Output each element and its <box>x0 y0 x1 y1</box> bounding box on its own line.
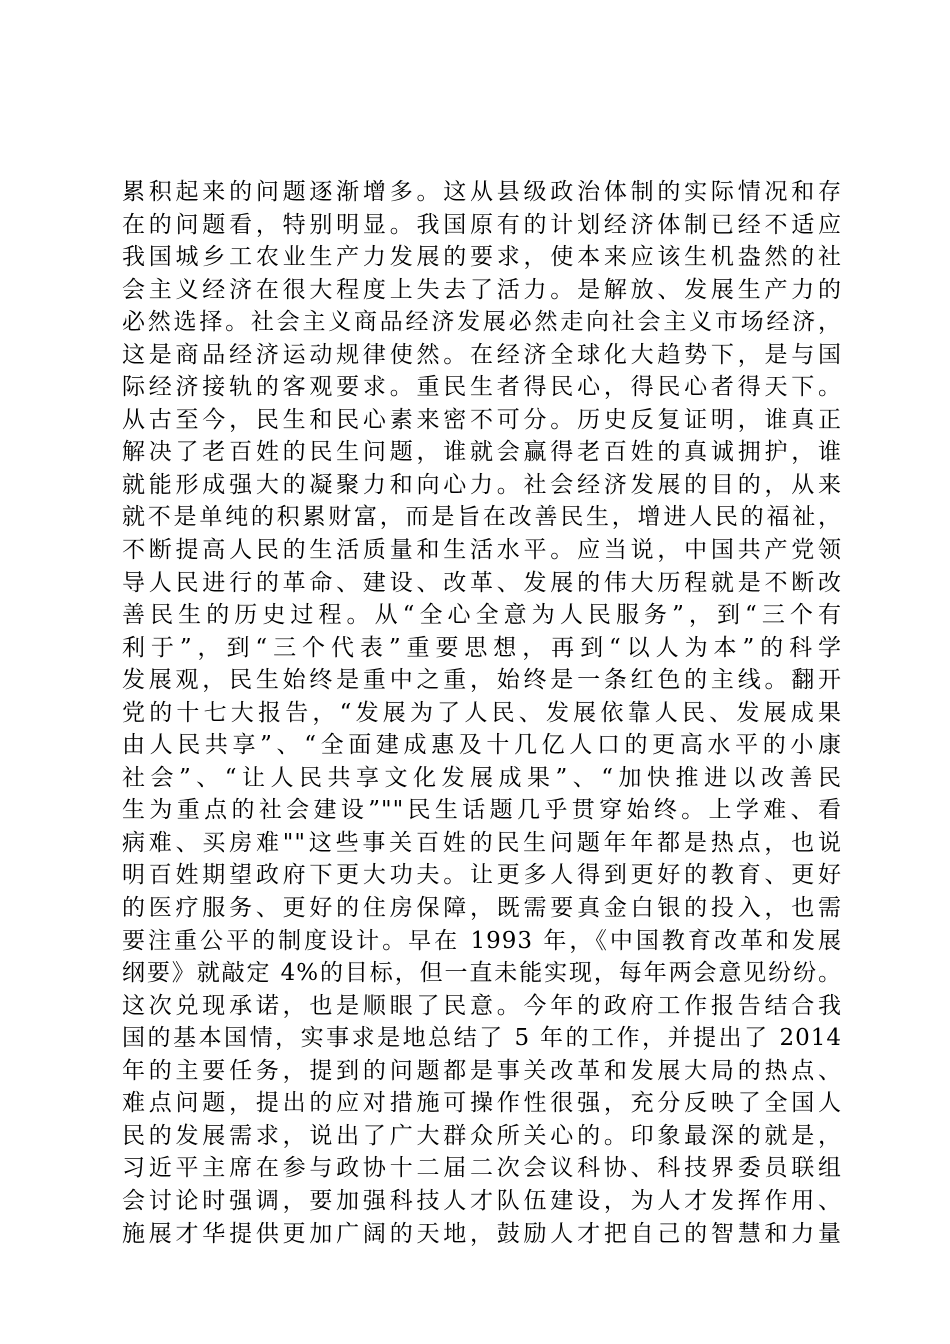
text-line: 生为重点的社会建设”""民生话题几乎贯穿始终。上学难、看 <box>122 797 842 824</box>
text-line: 习近平主席在参与政协十二届二次会议科协、科技界委员联组 <box>122 1155 842 1182</box>
text-line: 由人民共享”、“全面建成惠及十几亿人口的更高水平的小康 <box>122 732 842 759</box>
text-line: 在的问题看，特别明显。我国原有的计划经济体制已经不适应 <box>122 211 842 238</box>
text-line: 就能形成强大的凝聚力和向心力。社会经济发展的目的，从来 <box>122 471 842 498</box>
text-line: 这是商品经济运动规律使然。在经济全球化大趋势下，是与国 <box>122 341 842 368</box>
text-line: 社会”、“让人民共享文化发展成果”、“加快推进以改善民 <box>122 764 842 791</box>
text-line: 的医疗服务、更好的住房保障，既需要真金白银的投入，也需 <box>122 895 842 922</box>
text-line: 纲要》就敲定 4%的目标，但一直未能实现，每年两会意见纷纷。 <box>122 960 842 987</box>
text-line: 会讨论时强调，要加强科技人才队伍建设，为人才发挥作用、 <box>122 1187 842 1214</box>
text-line: 我国城乡工农业生产力发展的要求，使本来应该生机盎然的社 <box>122 244 842 271</box>
body-text <box>122 176 842 1250</box>
text-line: 解决了老百姓的民生问题，谁就会赢得老百姓的真诚拥护，谁 <box>122 439 842 466</box>
text-line: 年的主要任务，提到的问题都是事关改革和发展大局的热点、 <box>122 1057 842 1084</box>
text-line: 党的十七大报告，“发展为了人民、发展依靠人民、发展成果 <box>122 699 842 726</box>
text-line: 病难、买房难""这些事关百姓的民生问题年年都是热点，也说 <box>122 829 842 856</box>
text-line: 从古至今，民生和民心素来密不可分。历史反复证明，谁真正 <box>122 406 842 433</box>
text-line: 这次兑现承诺，也是顺眼了民意。今年的政府工作报告结合我 <box>122 992 842 1019</box>
text-line: 难点问题，提出的应对措施可操作性很强，充分反映了全国人 <box>122 1090 842 1117</box>
text-line: 发展观，民生始终是重中之重，始终是一条红色的主线。翻开 <box>122 667 842 694</box>
text-line: 就不是单纯的积累财富，而是旨在改善民生，增进人民的福祉， <box>122 504 842 531</box>
text-line: 导人民进行的革命、建设、改革、发展的伟大历程就是不断改 <box>122 569 842 596</box>
text-line: 不断提高人民的生活质量和生活水平。应当说，中国共产党领 <box>122 537 842 564</box>
text-line: 际经济接轨的客观要求。重民生者得民心，得民心者得天下。 <box>122 374 842 401</box>
text-line: 民的发展需求，说出了广大群众所关心的。印象最深的就是， <box>122 1122 842 1149</box>
text-line: 国的基本国情，实事求是地总结了 5 年的工作，并提出了 2014 <box>122 1025 842 1052</box>
text-line: 要注重公平的制度设计。早在 1993 年，《中国教育改革和发展 <box>122 927 842 954</box>
text-line: 累积起来的问题逐渐增多。这从县级政治体制的实际情况和存 <box>122 179 842 205</box>
text-line: 必然选择。社会主义商品经济发展必然走向社会主义市场经济， <box>122 309 842 336</box>
text-line: 利于”，到“三个代表”重要思想，再到“以人为本”的科学 <box>122 634 842 661</box>
text-line: 明百姓期望政府下更大功夫。让更多人得到更好的教育、更好 <box>122 862 842 889</box>
text-line: 会主义经济在很大程度上失去了活力。是解放、发展生产力的 <box>122 276 842 303</box>
text-line: 施展才华提供更加广阔的天地，鼓励人才把自己的智慧和力量 <box>122 1220 842 1247</box>
text-line: 善民生的历史过程。从“全心全意为人民服务”，到“三个有 <box>122 602 842 629</box>
